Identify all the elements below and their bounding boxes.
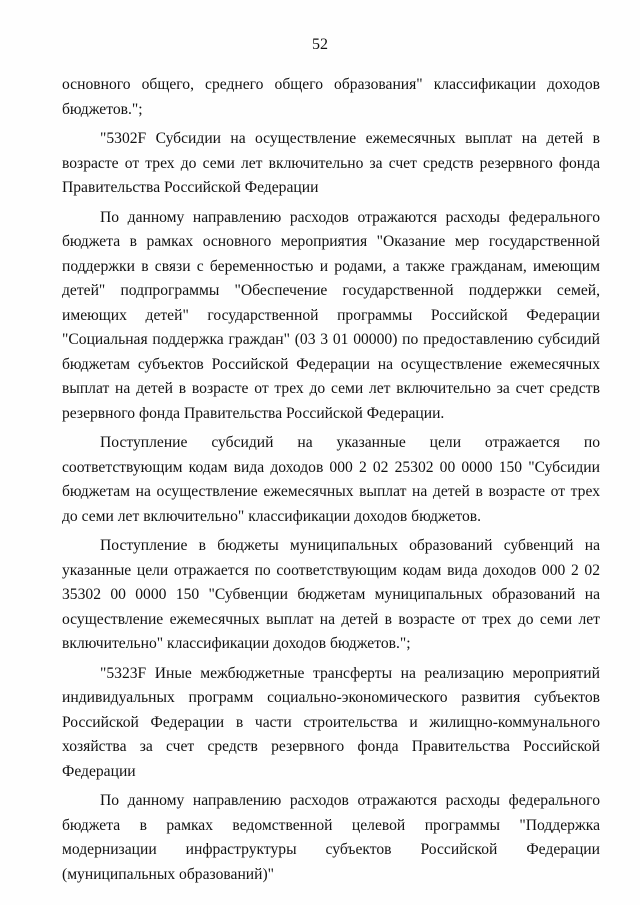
paragraph-5302f-heading: "5302F Субсидии на осуществление ежемесячных выплат на детей в возрасте от трех до семи лет включительно за счет средств резервного фонда Правительства Российской Федерации — [62, 130, 600, 196]
page-number: 52 — [312, 36, 328, 53]
document-body — [62, 73, 600, 892]
paragraph-5323f-description: По данному направлению расходов отражаются расходы федерального бюджета в рамках ведомственной целевой программы "Поддержка модернизации инфраструктуры субъектов Российской Федерации (муниципальных образований)" — [62, 792, 600, 883]
paragraph-5323f-heading: "5323F Иные межбюджетные трансферты на реализацию мероприятий индивидуальных программ социально-экономического развития субъектов Российской Федерации в части строительства и жилищно-коммунального хозяйства за счет средств резервного фонда Правительства Российской Федерации — [62, 664, 600, 780]
paragraph-subvention-receipts: Поступление в бюджеты муниципальных образований субвенций на указанные цели отражается по соответствующим кодам вида доходов 000 2 02 35302 00 0000 150 "Субвенции бюджетам муниципальных образований на осуществление ежемесячных выплат на детей в возрасте от трех до семи лет включительно" классификации доходов бюджетов."; — [62, 537, 600, 652]
paragraph-subsidy-receipts: Поступление субсидий на указанные цели отражается по соответствующим кодам вида доходов 000 2 02 25302 00 0000 150 "Субсидии бюджетам на осуществление ежемесячных выплат на детей в возрасте от трех до семи лет включительно" классификации доходов бюджетов. — [62, 434, 600, 525]
paragraph-5302f-description: По данному направлению расходов отражаются расходы федерального бюджета в рамках основного мероприятия "Оказание мер государственной поддержки в связи с беременностью и родами, а также гражданам, имеющим детей" подпрограммы "Обеспечение государственной поддержки семей, имеющих детей" государственной программы Российской Федерации "Социальная поддержка граждан" (03 3 01 00000) по предоставлению субсидий бюджетам субъектов Российской Федерации на осуществление ежемесячных выплат на детей в возрасте от трех до семи лет включительно за счет средств резервного фонда Правительства Российской Федерации. — [62, 208, 600, 422]
paragraph-continuation: основного общего, среднего общего образования" классификации доходов бюджетов."; — [62, 76, 600, 118]
